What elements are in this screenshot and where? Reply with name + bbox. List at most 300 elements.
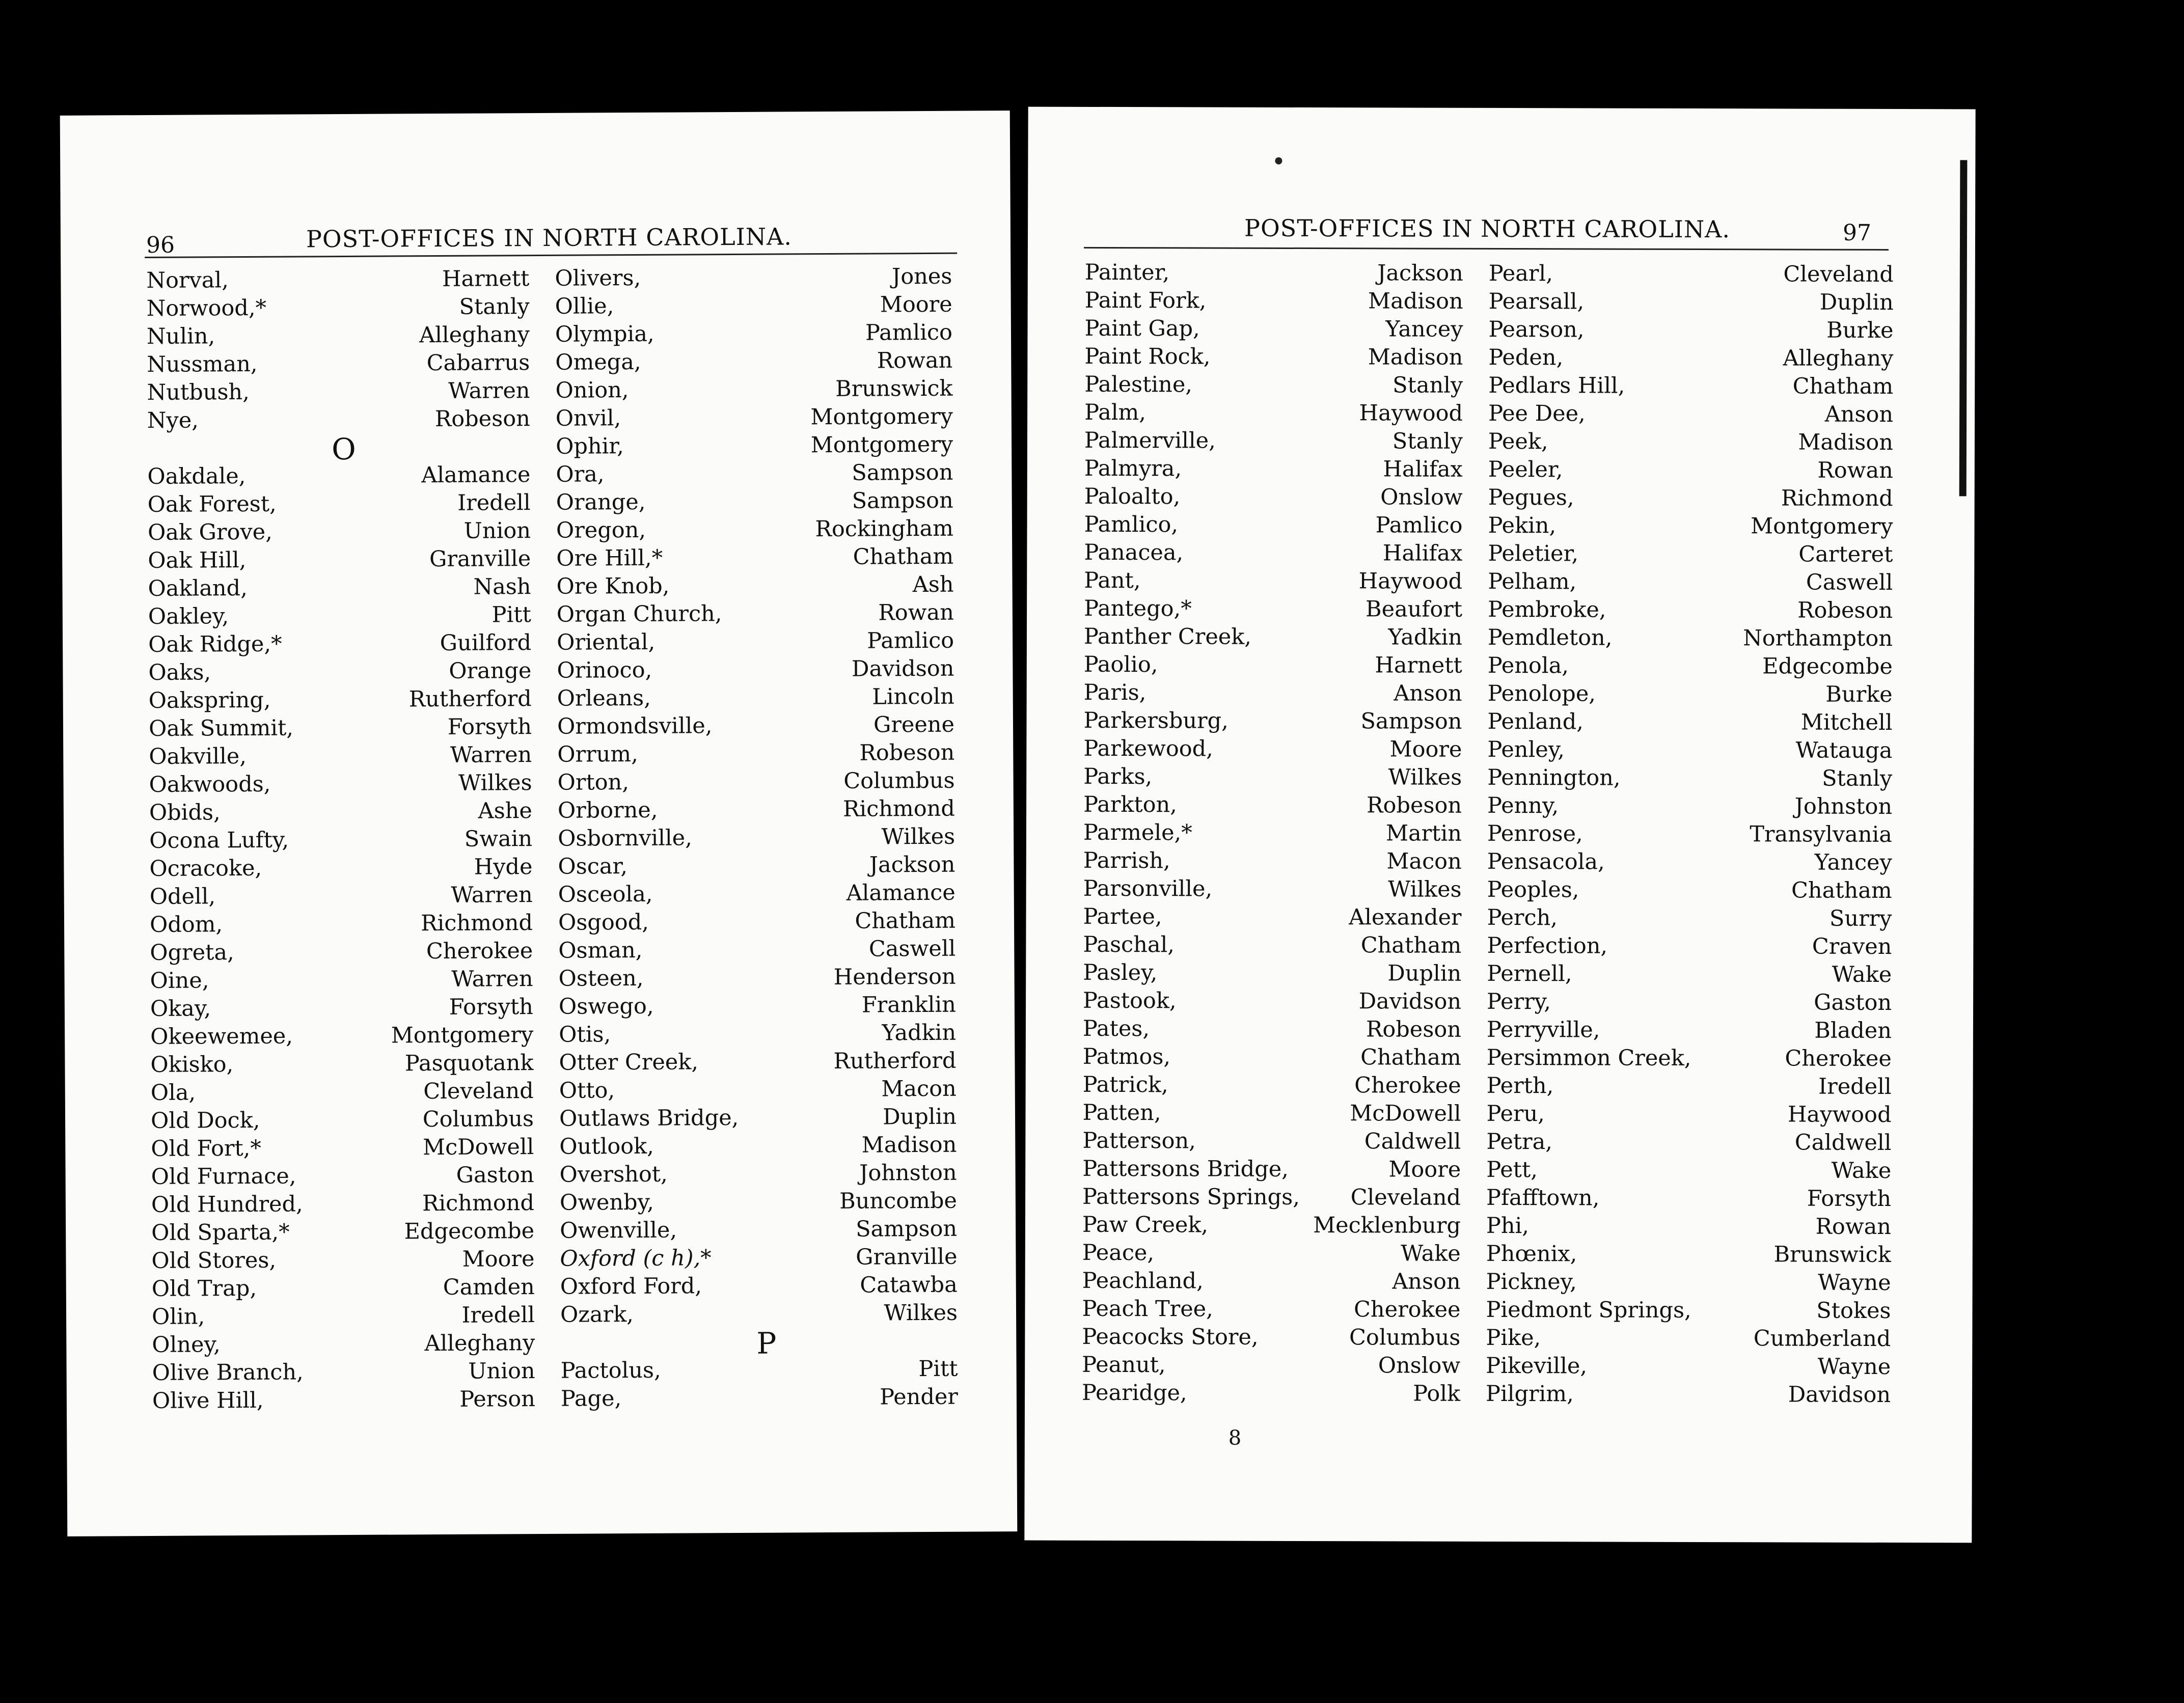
post-office-name: Osteen,: [558, 965, 644, 992]
page-number: 97: [1842, 219, 1872, 246]
county-name: Nash: [473, 574, 531, 600]
post-office-name: Paris,: [1083, 679, 1146, 706]
post-office-name: Paint Gap,: [1084, 315, 1200, 342]
county-name: Caldwell: [1794, 1130, 1892, 1156]
county-name: Rowan: [877, 347, 953, 374]
county-name: Halifax: [1382, 540, 1463, 566]
county-name: Ash: [912, 571, 954, 598]
county-name: Sampson: [852, 487, 953, 514]
post-office-name: Orange,: [556, 489, 646, 515]
post-office-name: Pearidge,: [1082, 1380, 1187, 1406]
post-office-name: Oaks,: [148, 660, 211, 686]
county-name: Cleveland: [1783, 261, 1894, 288]
county-name: Watauga: [1795, 737, 1893, 764]
post-office-name: Pee Dee,: [1488, 400, 1586, 427]
post-office-name: Old Hundred,: [151, 1191, 303, 1218]
county-name: Granville: [429, 546, 531, 572]
county-name: Brunswick: [835, 375, 953, 402]
county-name: Pamlico: [1375, 512, 1463, 538]
post-office-name: Pekin,: [1488, 512, 1557, 539]
post-office-name: Palmerville,: [1084, 427, 1216, 454]
county-name: Forsyth: [1807, 1186, 1892, 1212]
post-office-name: Oxford (c h),*: [560, 1245, 712, 1272]
county-name: Davidson: [1358, 988, 1462, 1014]
post-office-name: Oak Forest,: [147, 491, 277, 518]
county-name: Yadkin: [1388, 624, 1463, 650]
county-name: Columbus: [843, 767, 955, 794]
county-name: Sampson: [856, 1216, 958, 1242]
page-title: POST-OFFICES IN NORTH CAROLINA.: [1244, 214, 1731, 243]
post-office-name: Parks,: [1083, 763, 1153, 790]
post-office-name: Odom,: [149, 912, 223, 938]
county-name: Sampson: [852, 459, 953, 486]
post-office-name: Orleans,: [557, 685, 651, 711]
county-name: Buncombe: [839, 1188, 958, 1214]
county-name: Wilkes: [1388, 764, 1462, 790]
county-name: Chatham: [1792, 373, 1894, 400]
county-name: Chatham: [1360, 1045, 1461, 1070]
post-office-name: Ozark,: [560, 1302, 634, 1328]
county-name: Cherokee: [1785, 1046, 1892, 1072]
page-edge: [1959, 160, 1968, 496]
ink-mark: [1275, 157, 1282, 164]
post-office-name: Olin,: [151, 1304, 205, 1330]
post-office-name: Pasley,: [1083, 959, 1158, 986]
post-office-name: Oakspring,: [148, 687, 271, 714]
county-name: Madison: [1368, 344, 1463, 370]
county-name: Haywood: [1359, 400, 1463, 426]
post-office-name: Pike,: [1486, 1325, 1541, 1351]
county-name: Madison: [1368, 288, 1463, 314]
county-name: Wilkes: [884, 1300, 958, 1326]
post-office-name: Otter Creek,: [559, 1049, 699, 1076]
post-office-name: Pamlico,: [1084, 511, 1179, 538]
county-name: Cabarrus: [426, 350, 530, 376]
county-name: Craven: [1812, 933, 1892, 960]
county-name: Moore: [1389, 736, 1462, 762]
county-name: Gaston: [456, 1162, 534, 1188]
county-name: Rutherford: [833, 1048, 957, 1074]
post-office-name: Nussman,: [147, 351, 258, 378]
post-office-name: Patrick,: [1082, 1072, 1168, 1098]
county-name: Moore: [462, 1246, 535, 1272]
post-office-name: Peace,: [1082, 1240, 1155, 1266]
county-name: Moore: [880, 291, 952, 318]
county-name: Wake: [1832, 962, 1892, 988]
post-office-name: Pernell,: [1487, 960, 1572, 987]
county-name: Ashe: [478, 798, 533, 824]
county-name: Haywood: [1358, 568, 1463, 594]
post-office-name: Parmele,*: [1083, 819, 1192, 846]
county-name: Rutherford: [408, 686, 532, 712]
post-office-name: Ola,: [150, 1080, 196, 1106]
county-name: Wayne: [1817, 1354, 1891, 1380]
page-number: 96: [146, 232, 175, 259]
county-name: Stokes: [1816, 1298, 1891, 1324]
county-name: Richmond: [842, 795, 955, 822]
post-office-name: Olive Branch,: [152, 1359, 304, 1386]
post-office-name: Owenville,: [560, 1217, 677, 1244]
county-name: Brunswick: [1773, 1242, 1891, 1268]
post-office-name: Peacocks Store,: [1082, 1324, 1259, 1350]
county-name: Pender: [880, 1384, 959, 1410]
county-name: Carteret: [1798, 541, 1893, 568]
post-office-name: Old Sparta,*: [151, 1219, 290, 1246]
county-name: Chatham: [855, 908, 956, 934]
post-office-name: Oine,: [150, 968, 209, 994]
county-name: Rowan: [878, 599, 954, 626]
county-name: Pamlico: [865, 319, 953, 346]
county-name: Cherokee: [1354, 1073, 1461, 1098]
county-name: Rowan: [1815, 1214, 1892, 1240]
county-name: Forsyth: [449, 994, 534, 1020]
post-office-name: Ophir,: [555, 433, 624, 459]
county-name: Mecklenburg: [1313, 1213, 1461, 1239]
county-name: Onslow: [1378, 1353, 1461, 1379]
post-office-name: Osman,: [558, 937, 643, 964]
county-name: Alleghany: [424, 1330, 535, 1357]
post-office-name: Penley,: [1487, 736, 1565, 763]
post-office-name: Oakland,: [148, 575, 248, 602]
county-name: Martin: [1385, 820, 1462, 846]
post-office-name: Peek,: [1488, 428, 1548, 455]
county-name: Robeson: [1367, 792, 1462, 818]
county-name: Macon: [1386, 848, 1462, 874]
county-name: Chatham: [853, 543, 954, 570]
county-name: Chatham: [1791, 877, 1892, 904]
post-office-name: Pembroke,: [1488, 596, 1606, 623]
county-name: Stanly: [1393, 372, 1463, 398]
county-name: Robeson: [434, 406, 530, 432]
post-office-name: Page,: [560, 1386, 622, 1412]
county-name: Jackson: [869, 852, 956, 878]
county-name: Richmond: [1781, 485, 1893, 512]
post-office-name: Palestine,: [1084, 371, 1193, 398]
county-name: Greene: [873, 711, 955, 738]
post-office-name: Peletier,: [1488, 540, 1579, 567]
county-name: Robeson: [1797, 597, 1893, 624]
post-office-name: Ogreta,: [150, 940, 234, 966]
county-name: Franklin: [861, 992, 957, 1018]
post-office-name: Overshot,: [559, 1161, 668, 1188]
county-name: Duplin: [1387, 960, 1462, 986]
post-office-name: Pensacola,: [1487, 848, 1605, 875]
county-name: Union: [468, 1358, 535, 1384]
post-office-name: Pickney,: [1486, 1269, 1577, 1295]
post-office-name: Okisko,: [150, 1052, 234, 1078]
county-name: Anson: [1394, 680, 1462, 706]
county-name: Iredell: [1818, 1074, 1892, 1100]
county-name: Lincoln: [872, 683, 954, 710]
header-rule: [1084, 247, 1889, 251]
post-office-name: Oscar,: [558, 854, 628, 880]
post-office-name: Outlaws Bridge,: [559, 1105, 739, 1132]
county-name: Pitt: [492, 602, 531, 628]
county-name: Orange: [449, 658, 532, 684]
post-office-name: Peach Tree,: [1082, 1296, 1213, 1322]
post-office-name: Obids,: [149, 800, 221, 826]
county-name: Haywood: [1787, 1102, 1892, 1128]
county-name: Iredell: [457, 490, 531, 516]
section-letter: P: [756, 1326, 777, 1361]
post-office-name: Oregon,: [556, 517, 646, 543]
post-office-name: Peanut,: [1082, 1352, 1166, 1378]
page-title: POST-OFFICES IN NORTH CAROLINA.: [306, 223, 793, 253]
county-name: Duplin: [1819, 289, 1894, 316]
post-office-name: Nulin,: [146, 323, 215, 350]
post-office-name: Old Trap,: [151, 1275, 257, 1302]
county-name: Yancey: [1814, 849, 1892, 876]
county-name: Johnston: [1794, 793, 1893, 820]
post-office-name: Outlook,: [559, 1133, 654, 1160]
county-name: Camden: [443, 1274, 535, 1300]
county-name: Harnett: [442, 266, 530, 292]
county-name: Burke: [1826, 317, 1894, 344]
county-name: Pitt: [918, 1356, 958, 1382]
post-office-name: Osgood,: [558, 909, 649, 936]
post-office-name: Oak Grove,: [147, 519, 272, 546]
county-name: Cleveland: [1350, 1185, 1461, 1211]
post-office-name: Petra,: [1486, 1129, 1553, 1155]
post-office-name: Peru,: [1486, 1101, 1545, 1127]
county-name: Catawba: [860, 1272, 958, 1298]
post-office-name: Olive Hill,: [152, 1387, 264, 1414]
county-name: Beaufort: [1366, 596, 1463, 622]
post-office-name: Norwood,*: [146, 295, 267, 322]
county-name: Columbus: [422, 1106, 534, 1133]
post-office-name: Paolio,: [1083, 651, 1158, 678]
post-office-name: Oswego,: [558, 993, 654, 1020]
post-office-name: Okeewemee,: [150, 1023, 293, 1050]
county-name: Stanly: [1392, 428, 1463, 454]
section-letter: O: [331, 431, 356, 467]
post-office-name: Perfection,: [1487, 932, 1608, 959]
county-name: Warren: [448, 378, 530, 404]
county-name: McDowell: [1350, 1101, 1461, 1127]
county-name: Transylvania: [1750, 821, 1893, 848]
county-name: Chatham: [1360, 932, 1462, 958]
post-office-name: Peachland,: [1082, 1268, 1204, 1294]
county-name: Montgomery: [1751, 513, 1893, 540]
post-office-name: Paschal,: [1083, 931, 1175, 958]
county-name: Montgomery: [810, 431, 953, 458]
post-office-name: Penland,: [1487, 708, 1584, 735]
signature-mark: 8: [1228, 1426, 1242, 1450]
post-office-name: Parrish,: [1083, 847, 1170, 874]
county-name: Rockingham: [815, 515, 954, 542]
post-office-name: Okay,: [150, 996, 211, 1022]
county-name: Swain: [464, 826, 533, 852]
post-office-name: Pant,: [1084, 567, 1141, 594]
post-office-name: Paw Creek,: [1082, 1212, 1209, 1238]
county-name: Warren: [451, 882, 533, 908]
post-office-name: Phi,: [1486, 1213, 1530, 1239]
county-name: Alexander: [1349, 904, 1462, 930]
county-name: Caldwell: [1364, 1129, 1461, 1155]
post-office-name: Paloalto,: [1084, 483, 1181, 510]
post-office-name: Peoples,: [1487, 876, 1579, 903]
county-name: Pasquotank: [404, 1050, 534, 1077]
post-office-name: Palm,: [1084, 399, 1146, 426]
post-office-name: Parkewood,: [1083, 735, 1213, 762]
post-office-name: Owenby,: [559, 1189, 654, 1216]
post-office-name: Pates,: [1082, 1015, 1150, 1042]
county-name: Person: [459, 1386, 536, 1412]
post-office-name: Olympia,: [555, 321, 654, 347]
county-name: Wake: [1831, 1158, 1892, 1184]
county-name: Davidson: [1788, 1382, 1891, 1408]
county-name: Richmond: [421, 910, 533, 937]
county-name: Anson: [1392, 1269, 1461, 1295]
county-name: Warren: [451, 966, 533, 992]
county-name: Montgomery: [810, 403, 953, 430]
post-office-name: Pemdleton,: [1487, 624, 1613, 651]
county-name: Rowan: [1817, 457, 1893, 484]
post-office-name: Oriental,: [557, 629, 656, 655]
post-office-name: Oak Hill,: [148, 547, 247, 574]
county-name: Harnett: [1375, 652, 1462, 678]
county-name: Caswell: [868, 936, 956, 962]
post-office-name: Ocona Lufty,: [149, 827, 289, 854]
county-name: Alleghany: [419, 322, 530, 348]
county-name: Henderson: [833, 964, 956, 990]
post-office-name: Oakley,: [148, 603, 229, 630]
county-name: Stanly: [459, 294, 530, 320]
county-name: Madison: [861, 1132, 957, 1158]
county-name: Edgecombe: [404, 1218, 535, 1245]
post-office-name: Pikeville,: [1486, 1353, 1588, 1379]
post-office-name: Pattersons Springs,: [1082, 1184, 1300, 1210]
county-name: Guilford: [440, 630, 532, 656]
county-name: Yadkin: [882, 1020, 957, 1046]
county-name: Alleghany: [1783, 345, 1894, 372]
post-office-name: Pennington,: [1487, 764, 1621, 791]
county-name: Wilkes: [1388, 876, 1462, 902]
post-office-name: Pfafftown,: [1486, 1185, 1600, 1211]
county-name: Davidson: [851, 655, 954, 682]
post-office-name: Orinoco,: [557, 657, 652, 683]
post-office-name: Osceola,: [558, 881, 653, 908]
county-name: Burke: [1825, 681, 1893, 708]
post-office-name: Omega,: [555, 349, 641, 375]
county-name: Cleveland: [423, 1078, 534, 1105]
county-name: Moore: [1388, 1157, 1461, 1183]
county-name: Anson: [1824, 401, 1894, 428]
county-name: Surry: [1829, 905, 1892, 932]
post-office-name: Pantego,*: [1084, 595, 1192, 622]
county-name: Wilkes: [458, 770, 532, 796]
post-office-name: Paint Rock,: [1084, 343, 1211, 370]
post-office-name: Pattersons Bridge,: [1082, 1156, 1289, 1182]
post-office-name: Oxford Ford,: [560, 1273, 702, 1300]
post-office-name: Pearson,: [1488, 316, 1585, 343]
post-office-name: Otto,: [559, 1078, 615, 1104]
post-office-name: Old Dock,: [150, 1107, 260, 1134]
post-office-name: Painter,: [1084, 259, 1170, 286]
post-office-name: Pegues,: [1488, 484, 1574, 511]
post-office-name: Pett,: [1486, 1157, 1538, 1183]
post-office-name: Orrum,: [557, 741, 638, 767]
post-office-name: Oak Summit,: [148, 715, 294, 742]
post-office-name: Oak Ridge,*: [148, 631, 282, 658]
county-name: Cumberland: [1753, 1326, 1891, 1352]
county-name: Alamance: [421, 462, 531, 488]
county-name: Mitchell: [1800, 709, 1893, 736]
post-office-name: Persimmon Creek,: [1486, 1045, 1691, 1071]
post-office-name: Odell,: [149, 884, 216, 910]
post-office-name: Old Stores,: [151, 1247, 277, 1274]
county-name: Gaston: [1814, 990, 1892, 1016]
header-rule: [145, 253, 957, 258]
county-name: Robeson: [1366, 1017, 1462, 1042]
county-name: Onslow: [1380, 484, 1463, 510]
post-office-name: Penola,: [1487, 652, 1569, 679]
post-office-name: Patten,: [1082, 1100, 1161, 1126]
county-name: Northampton: [1743, 625, 1893, 652]
post-office-name: Ora,: [556, 461, 605, 487]
post-office-name: Parkton,: [1083, 791, 1177, 818]
post-office-name: Otis,: [559, 1022, 611, 1048]
post-office-name: Penny,: [1487, 792, 1559, 819]
county-name: Montgomery: [391, 1022, 534, 1049]
post-office-name: Peden,: [1488, 344, 1564, 371]
county-name: Robeson: [859, 739, 955, 766]
county-name: Jackson: [1377, 260, 1463, 286]
county-name: Wilkes: [881, 823, 956, 850]
post-office-name: Perry,: [1487, 988, 1551, 1015]
county-name: Polk: [1413, 1381, 1461, 1407]
county-name: Wayne: [1818, 1270, 1891, 1296]
post-office-name: Oakwoods,: [149, 771, 271, 798]
post-office-name: Old Furnace,: [151, 1163, 296, 1190]
post-office-name: Osbornville,: [558, 825, 692, 852]
post-office-name: Nutbush,: [147, 379, 250, 406]
county-name: Iredell: [461, 1302, 535, 1328]
county-name: Yancey: [1385, 316, 1463, 342]
post-office-name: Organ Church,: [556, 601, 722, 627]
post-office-name: Pastook,: [1083, 987, 1177, 1014]
post-office-name: Penolope,: [1487, 680, 1596, 707]
post-office-name: Perryville,: [1486, 1017, 1600, 1043]
post-office-name: Patmos,: [1082, 1043, 1171, 1070]
post-office-name: Olivers,: [555, 265, 641, 291]
post-office-name: Perch,: [1487, 904, 1558, 931]
post-office-name: Parkersburg,: [1083, 707, 1229, 734]
post-office-name: Ore Hill,*: [556, 545, 663, 571]
post-office-name: Panacea,: [1084, 539, 1184, 566]
county-name: Pamlico: [867, 627, 954, 654]
post-office-name: Pearl,: [1488, 260, 1553, 287]
post-office-name: Onvil,: [555, 405, 621, 431]
post-office-name: Panther Creek,: [1083, 623, 1252, 650]
county-name: Caswell: [1806, 569, 1893, 596]
post-office-name: Peeler,: [1488, 456, 1563, 483]
county-name: McDowell: [422, 1134, 534, 1161]
county-name: Edgecombe: [1762, 653, 1893, 680]
county-name: Warren: [450, 742, 532, 768]
county-name: Madison: [1798, 429, 1894, 456]
county-name: Stanly: [1822, 765, 1893, 792]
right-page: [1024, 107, 1975, 1543]
county-name: Sampson: [1360, 708, 1462, 734]
post-office-name: Ormondsville,: [557, 713, 713, 739]
county-name: Forsyth: [447, 714, 532, 740]
county-name: Johnston: [859, 1160, 957, 1186]
post-office-name: Pedlars Hill,: [1488, 372, 1625, 399]
county-name: Cherokee: [426, 938, 533, 965]
post-office-name: Pelham,: [1488, 568, 1577, 595]
post-office-name: Nye,: [147, 407, 199, 434]
